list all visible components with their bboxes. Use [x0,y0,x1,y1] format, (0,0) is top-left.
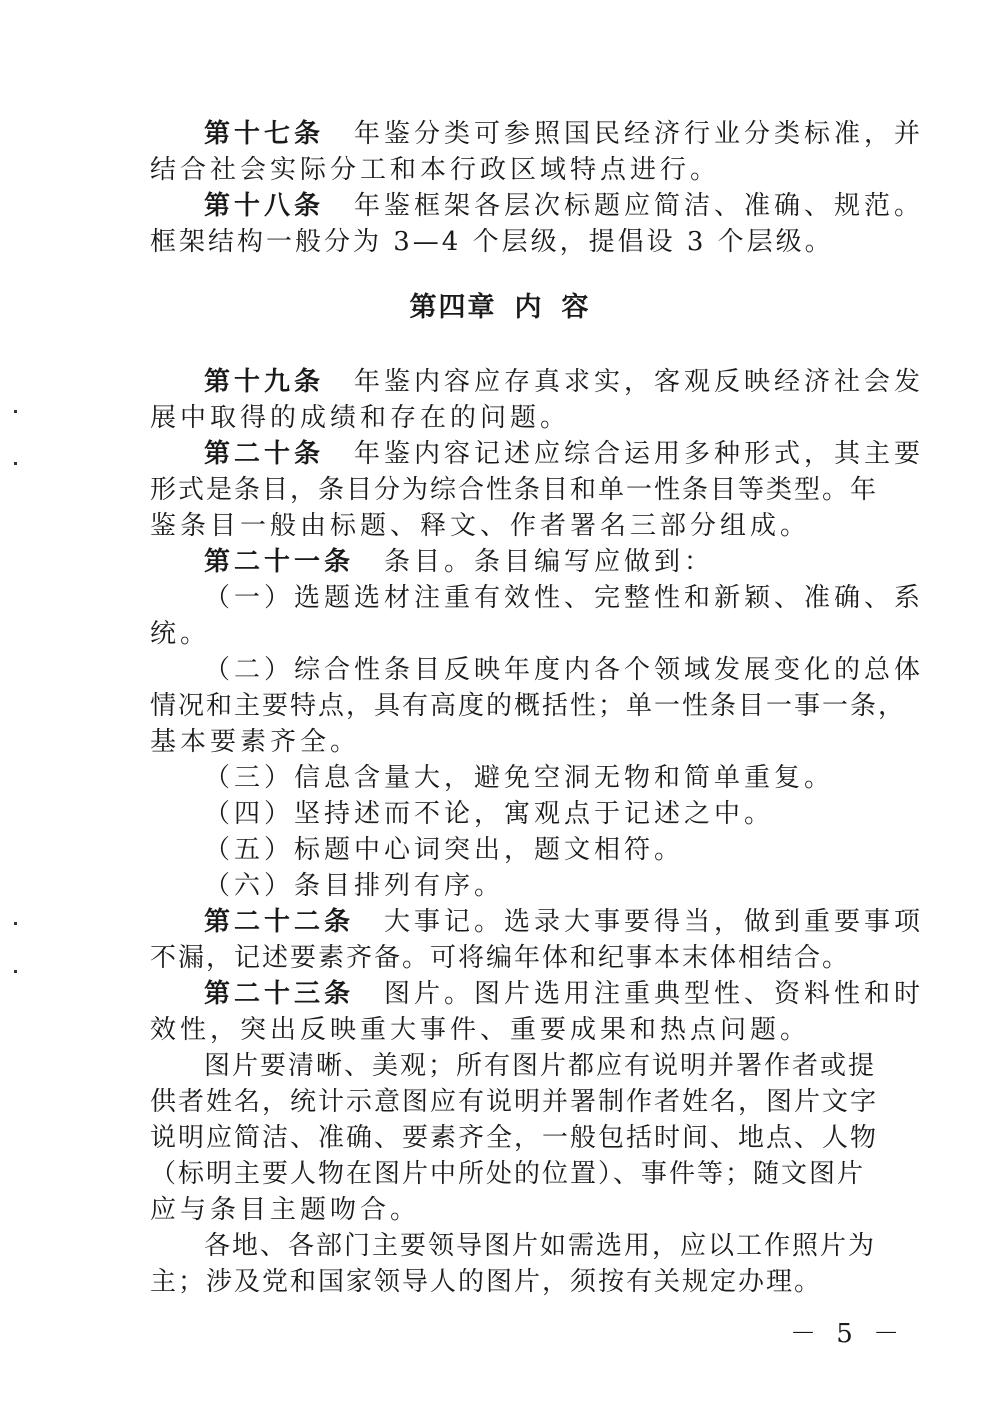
article-18-line-2: 框架结构一般分为 3—4 个层级，提倡设 3 个层级。 [150,227,834,257]
article-22-heading: 第二十二条 [204,907,355,937]
article-22-line-1 [204,904,925,940]
article-20-line-2: 形式是条目，条目分为综合性条目和单一性条目等类型。年 [150,475,879,505]
article-19-line-2: 展中取得的成绩和存在的问题。 [150,403,571,433]
item-2-line-3: 基本要素齐全。 [150,727,361,757]
binding-mark [14,410,17,413]
item-1-line-1: （一）选题选材注重有效性、完整性和新颖、准确、系 [204,583,925,613]
item-6: （六）条目排列有序。 [204,871,505,901]
binding-mark [14,970,17,973]
article-23-text-1: 图片。图片选用注重典型性、资料性和时 [384,979,925,1009]
item-3: （三）信息含量大，避免空洞无物和简单重复。 [204,763,835,793]
item-1-line-2: 统。 [150,619,211,649]
article-17-line-1 [204,116,925,152]
article-19-heading: 第十九条 [204,367,325,397]
item-2-line-1: （二）综合性条目反映年度内各个领域发展变化的总体 [204,655,925,685]
item-5: （五）标题中心词突出，题文相符。 [204,835,685,865]
paragraph-1-line-3: 说明应简洁、准确、要素齐全，一般包括时间、地点、人物 [150,1123,879,1153]
article-20-line-1 [204,436,925,472]
binding-mark [14,922,17,925]
article-21-line-1 [204,544,850,580]
paragraph-1-line-4: （标明主要人物在图片中所处的位置）、事件等；随文图片 [150,1159,866,1189]
article-17-heading: 第十七条 [204,119,325,149]
paragraph-1-line-1: 图片要清晰、美观；所有图片都应有说明并署作者或提 [204,1051,877,1081]
article-22-line-2: 不漏，记述要素齐备。可将编年体和纪事本末体相结合。 [150,943,851,973]
binding-mark [14,462,17,465]
paragraph-2-line-2: 主；涉及党和国家领导人的图片，须按有关规定办理。 [150,1267,823,1297]
article-18-text-1: 年鉴框架各层次标题应简洁、准确、规范。 [354,191,925,221]
paragraph-1-line-2: 供者姓名，统计示意图应有说明并署制作者姓名，图片文字 [150,1087,879,1117]
article-17-text-1: 年鉴分类可参照国民经济行业分类标准，并 [354,119,925,149]
article-18-line-1 [204,188,925,224]
chapter-title-char-1: 内 [514,292,544,323]
article-22-text-1: 大事记。选录大事要得当，做到重要事项 [384,907,925,937]
article-21-text-1: 条目。条目编写应做到： [384,547,715,577]
article-23-heading: 第二十三条 [204,979,355,1009]
article-20-line-3: 鉴条目一般由标题、释文、作者署名三部分组成。 [150,511,811,541]
article-20-heading: 第二十条 [204,439,325,469]
article-18-heading: 第十八条 [204,191,325,221]
article-19-line-1 [204,364,925,400]
article-21-heading: 第二十一条 [204,547,355,577]
chapter-number: 第四章 [409,292,497,323]
article-19-text-1: 年鉴内容应存真求实，客观反映经济社会发 [354,367,925,397]
page-number: － 5 － [790,1319,906,1349]
item-2-line-2: 情况和主要特点，具有高度的概括性；单一性条目一事一条， [150,691,907,721]
article-23-line-1 [204,976,925,1012]
article-20-text-1: 年鉴内容记述应综合运用多种形式，其主要 [354,439,925,469]
article-17-line-2: 结合社会实际分工和本行政区域特点进行。 [150,155,721,185]
article-23-line-2: 效性，突出反映重大事件、重要成果和热点问题。 [150,1015,811,1045]
paragraph-2-line-1: 各地、各部门主要领导图片如需选用，应以工作照片为 [204,1231,877,1261]
chapter-title-char-2: 容 [561,292,591,323]
paragraph-1-line-5: 应与条目主题吻合。 [150,1195,421,1225]
item-4: （四）坚持述而不论，寓观点于记述之中。 [204,799,775,829]
chapter-heading [0,290,1000,326]
